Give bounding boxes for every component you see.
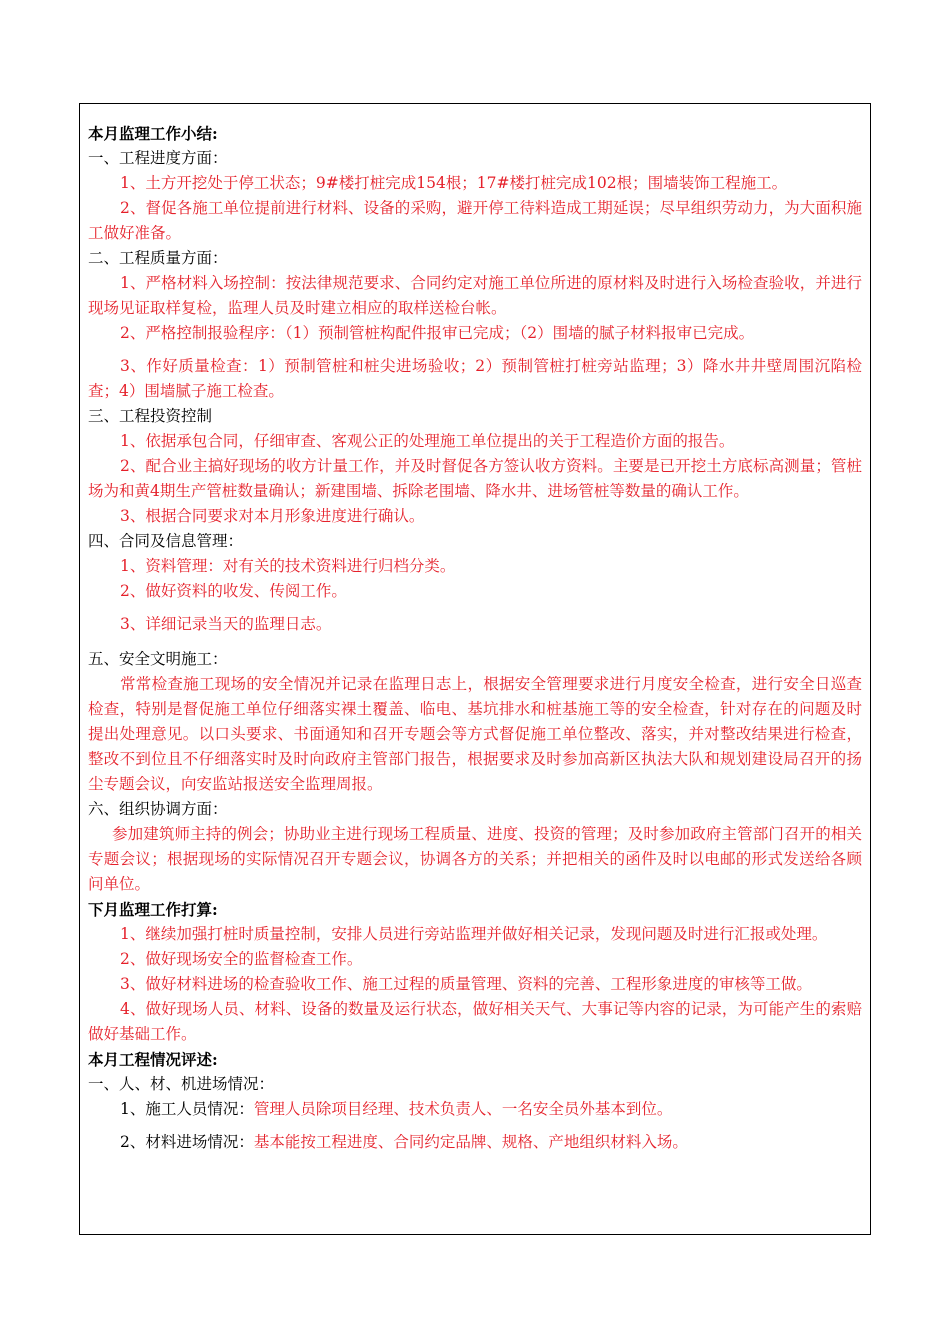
safety-title: 五、安全文明施工：	[88, 650, 228, 668]
review-item-2: 2、材料进场情况：基本能按工程进度、合同约定品牌、规格、产地组织材料入场。	[120, 1133, 688, 1151]
quality-item-1: 1、严格材料入场控制：按法律规范要求、合同约定对施工单位所进的原材料及时进行入场检查验收，并进行现场见证取样复检，监理人员及时建立相应的取样送检台帐。	[88, 274, 862, 317]
coordination-title: 六、组织协调方面：	[88, 800, 228, 818]
spacer	[88, 346, 862, 354]
investment-item-3: 3、根据合同要求对本月形象进度进行确认。	[120, 507, 425, 525]
investment-title: 三、工程投资控制	[88, 407, 213, 425]
investment-item-2: 2、配合业主搞好现场的收方计量工作，并及时督促各方签认收方资料。主要是已开挖土方底标高测量；管桩场为和黄4期生产管桩数量确认；新建围墙、拆除老围墙、降水井、进场管桩等数量的确认工作。	[88, 457, 862, 500]
contract-title: 四、合同及信息管理：	[88, 532, 244, 550]
review-heading: 本月工程情况评述:	[88, 1050, 218, 1069]
plan-heading: 下月监理工作打算:	[88, 900, 218, 919]
plan-item-4: 4、做好现场人员、材料、设备的数量及运行状态，做好相关天气、大事记等内容的记录，为可能产生的索赔做好基础工作。	[88, 1000, 862, 1043]
coordination-text: 参加建筑师主持的例会；协助业主进行现场工程质量、进度、投资的管理；及时参加政府主管部门召开的相关专题会议；根据现场的实际情况召开专题会议，协调各方的关系；并把相关的函件及时以电邮的形式发送给各顾问单位。	[88, 825, 862, 893]
summary-heading: 本月监理工作小结:	[88, 124, 218, 143]
plan-item-3: 3、做好材料进场的检查验收工作、施工过程的质量管理、资料的完善、工程形象进度的审核等工做。	[120, 975, 812, 993]
report-content	[88, 121, 862, 1155]
spacer	[88, 1122, 862, 1130]
safety-text: 常常检查施工现场的安全情况并记录在监理日志上，根据安全管理要求进行月度安全检查，进行安全日巡查检查，特别是督促施工单位仔细落实裸土覆盖、临电、基坑排水和桩基施工等的安全检查，针对存在的问题及时提出处理意见。以口头要求、书面通知和召开专题会等方式督促施工单位整改、落实，并对整改结果进行检查，整改不到位且不仔细落实时及时向政府主管部门报告，根据要求及时参加高新区执法大队和规划建设局召开的扬尘专题会议，向安监站报送安全监理周报。	[88, 675, 862, 793]
progress-item-1: 1、土方开挖处于停工状态；9#楼打桩完成154根；17#楼打桩完成102根；围墙装饰工程施工。	[120, 174, 788, 192]
review-section-title: 一、人、材、机进场情况：	[88, 1075, 275, 1093]
spacer	[88, 637, 862, 647]
investment-item-1: 1、依据承包合同，仔细审查、客观公正的处理施工单位提出的关于工程造价方面的报告。	[120, 432, 735, 450]
progress-item-2: 2、督促各施工单位提前进行材料、设备的采购，避开停工待料造成工期延误；尽早组织劳动力，为大面积施工做好准备。	[88, 199, 862, 242]
plan-item-2: 2、做好现场安全的监督检查工作。	[120, 950, 363, 968]
review-item-1: 1、施工人员情况：管理人员除项目经理、技术负责人、一名安全员外基本到位。	[120, 1100, 673, 1118]
contract-item-1: 1、资料管理：对有关的技术资料进行归档分类。	[120, 557, 456, 575]
contract-item-3: 3、详细记录当天的监理日志。	[120, 615, 332, 633]
spacer	[88, 604, 862, 612]
progress-title: 一、工程进度方面：	[88, 149, 228, 167]
quality-item-2: 2、严格控制报验程序：（1）预制管桩构配件报审已完成；（2）围墙的腻子材料报审已完成。	[120, 324, 755, 342]
plan-item-1: 1、继续加强打桩时质量控制，安排人员进行旁站监理并做好相关记录，发现问题及时进行汇报或处理。	[120, 925, 828, 943]
quality-item-3: 3、作好质量检查：1）预制管桩和桩尖进场验收；2）预制管桩打桩旁站监理；3）降水井井壁周围沉陷检查；4）围墙腻子施工检查。	[88, 357, 862, 400]
report-frame	[79, 103, 871, 1235]
contract-item-2: 2、做好资料的收发、传阅工作。	[120, 582, 347, 600]
quality-title: 二、工程质量方面：	[88, 249, 228, 267]
